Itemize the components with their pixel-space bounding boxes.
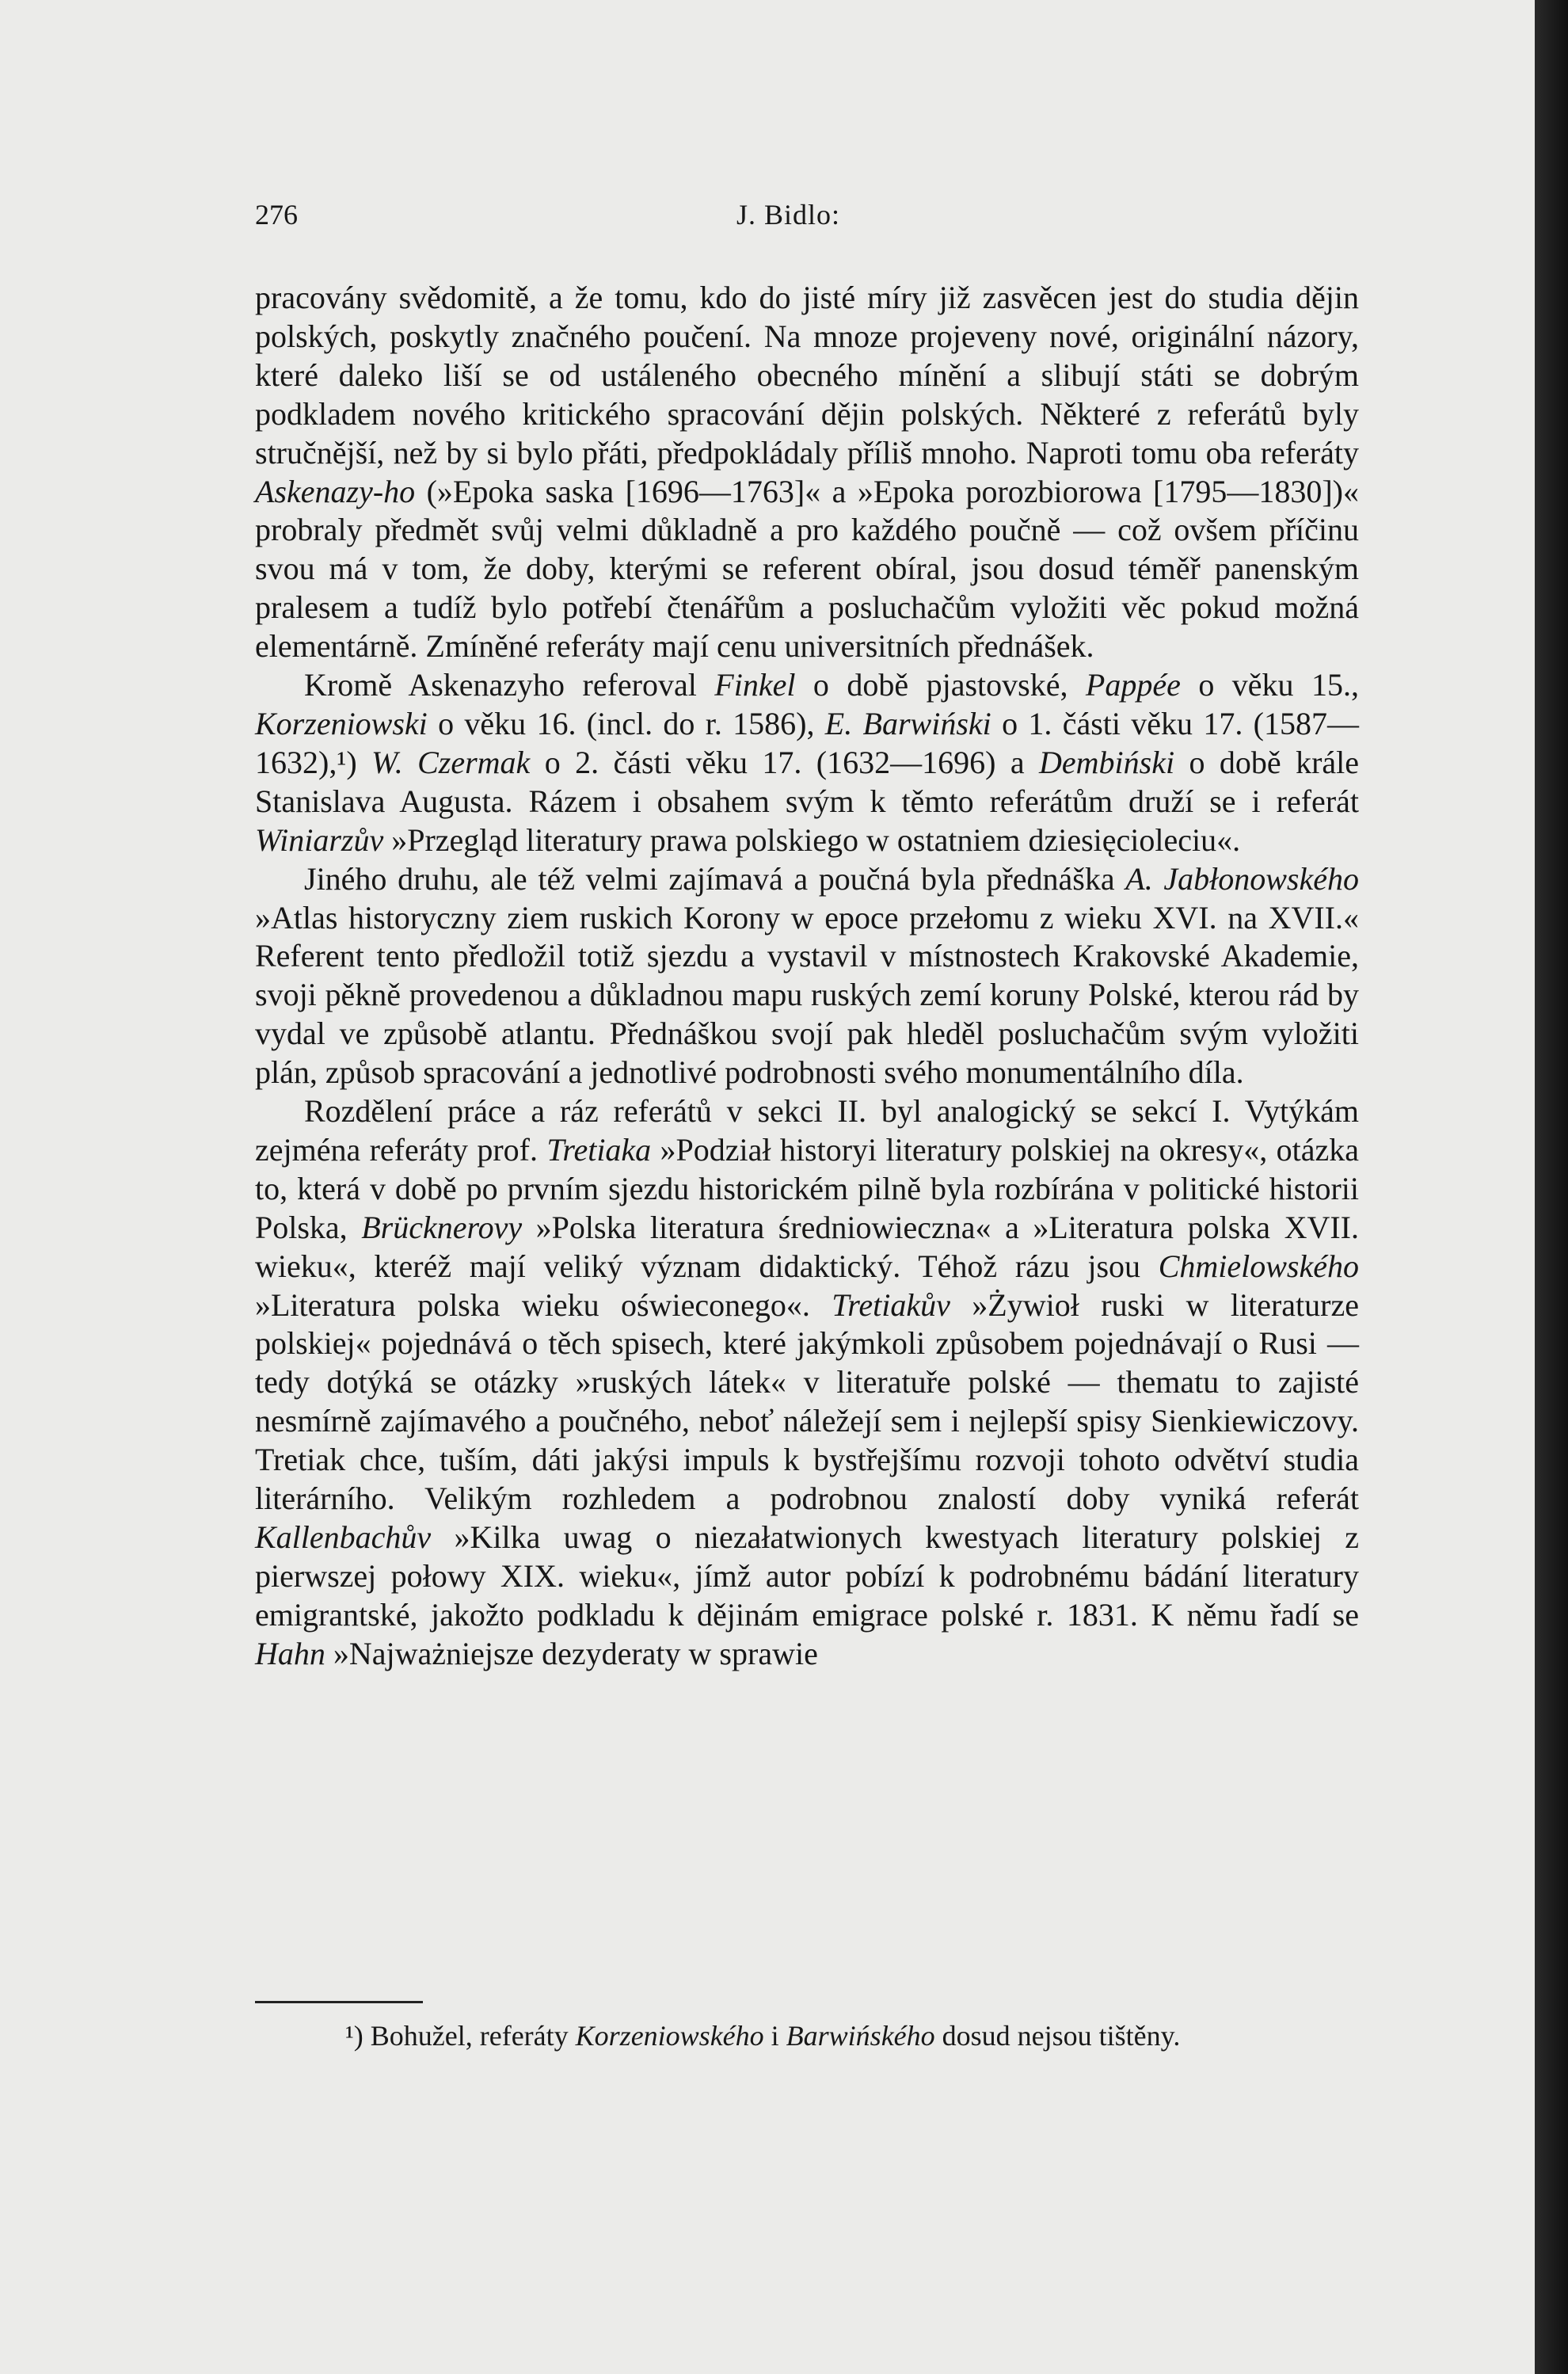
text-run: dosud nejsou tištěny.: [934, 2020, 1181, 2052]
italic-text: Tretiaka: [546, 1131, 652, 1168]
footnote: [345, 2018, 1375, 2053]
italic-text: E. Barwiński: [824, 705, 991, 741]
text-run: »Podział historyi literatury polskiej na okresy«, otázka to, která v době po prvním sjezdu historickém pilně byla rozbírána v politické historii Polska,: [255, 1131, 1359, 1245]
text-run: Kromě Askenazyho referoval: [304, 667, 715, 703]
paragraph: [255, 1092, 1359, 1674]
text-run: (»Epoka saska [1696—1763]« a »Epoka porozbiorowa [1795—1830])« probraly předmět svůj velmi důkladně a pro každého poučně — což ovšem příčinu svou má v tom, že doby, kterými se referent obíral, jsou dosud téměř panenským pralesem a tudíž bylo potřebí čtenářům a posluchačům vyložiti věc pokud možná elementárně. Zmíněné referáty mají cenu universitních přednášek.: [255, 473, 1359, 665]
text-run: Jiného druhu, ale též velmi zajímavá a poučná byla přednáška: [304, 860, 1126, 897]
paragraph: [255, 666, 1359, 860]
paragraph: [255, 860, 1359, 1092]
italic-text: A. Jabłonowského: [1125, 860, 1359, 897]
italic-text: Brücknerovy: [361, 1209, 523, 1245]
text-run: »Żywioł ruski w literaturze polskiej« pojednává o těch spisech, které jakýmkoli způsobem pojednávají o Rusi — tedy dotýká se otázky »ruských látek« v literatuře polské — thematu to zajisté nesmírně zajímavého a poučného, neboť náležejí sem i nejlepší spisy Sienkiewiczovy. Tretiak chce, tuším, dáti jakýsi impuls k bystřejšímu rozvoji tohoto odvětví studia literárního. Velikým rozhledem a podrobnou znalostí doby vyniká referát: [255, 1286, 1359, 1517]
italic-text: Hahn: [255, 1635, 325, 1671]
text-run: i: [763, 2020, 786, 2052]
scan-edge: [1535, 0, 1568, 2374]
italic-text: Dembiński: [1039, 744, 1175, 780]
italic-text: Tretiakův: [832, 1286, 950, 1323]
running-head: J. Bidlo:: [736, 199, 841, 231]
text-run: »Przegląd literatury prawa polskiego w ostatniem dziesięcioleciu«.: [383, 821, 1241, 858]
italic-text: Chmielowského: [1158, 1248, 1359, 1284]
text-run: o věku 15.,: [1180, 667, 1359, 703]
text-run: o 1. části věku 17. (1587—1632),¹): [255, 705, 1360, 780]
italic-text: Kallenbachův: [255, 1519, 432, 1555]
italic-text: Askenazy-ho: [255, 473, 416, 509]
page-header: [0, 198, 1535, 246]
text-run: »Polska literatura średniowieczna« a »Literatura polska XVII. wieku«, kteréž mají veliký význam didaktický. Téhož rázu jsou: [255, 1209, 1359, 1284]
italic-text: Winiarzův: [255, 821, 384, 858]
text-run: »Najważniejsze dezyderaty w sprawie: [325, 1635, 818, 1671]
text-run: Rozdělení práce a ráz referátů v sekci II. byl analogický se sekcí I. Vytýkám zejména referáty prof.: [255, 1093, 1359, 1168]
italic-text: Pappée: [1085, 667, 1181, 703]
italic-text: Korzeniowski: [255, 705, 428, 741]
footnote-divider: [255, 2001, 423, 2003]
text-run: »Literatura polska wieku oświeconego«.: [255, 1286, 832, 1323]
text-run: o době pjastovské,: [795, 667, 1086, 703]
text-run: o době krále Stanislava Augusta. Rázem i obsahem svým k těmto referátům druží se i referát: [255, 744, 1360, 819]
text-run: o 2. části věku 17. (1632—1696) a: [530, 744, 1040, 780]
paragraph: [255, 279, 1359, 666]
text-run: o věku 16. (incl. do r. 1586),: [427, 705, 825, 741]
text-run: »Atlas historyczny ziem ruskich Korony w epoce przełomu z wieku XVI. na XVII.« Referent tento předložil totiž sjezdu a vystavil v místnostech Krakovské Akademie, svoji pěkně provedenou a důkladnou mapu ruských zemí koruny Polské, kterou rád by vydal ve způsobě atlantu. Přednáškou svojí pak hleděl posluchačům svým vyložiti plán, způsob spracování a jednotlivé podrobnosti svého monumentálního díla.: [255, 899, 1359, 1091]
page-number: 276: [255, 199, 298, 231]
body-text: [255, 279, 1359, 1674]
italic-text: Korzeniowského: [575, 2020, 764, 2052]
text-run: pracovány svědomitě, a že tomu, kdo do jisté míry již zasvěcen jest do studia dějin polských, poskytly značného poučení. Na mnoze projeveny nové, originální názory, které daleko liší se od ustáleného obecného mínění a slibují státi se dobrým podkladem nového kritického spracování dějin polských. Některé z referátů byly stručnější, než by si bylo přáti, předpokládaly příliš mnoho. Naproti tomu oba referáty: [255, 280, 1359, 471]
italic-text: Finkel: [714, 667, 796, 703]
text-run: »Kilka uwag o niezałatwionych kwestyach literatury polskiej z pierwszej połowy XIX. wieku«, jímž autor pobízí k podrobnému bádání literatury emigrantské, jakožto podkladu k dějinám emigrace polské r. 1831. K němu řadí se: [255, 1519, 1359, 1633]
italic-text: W. Czermak: [371, 744, 531, 780]
italic-text: Barwińského: [786, 2020, 935, 2052]
text-run: ¹) Bohužel, referáty: [345, 2020, 576, 2052]
